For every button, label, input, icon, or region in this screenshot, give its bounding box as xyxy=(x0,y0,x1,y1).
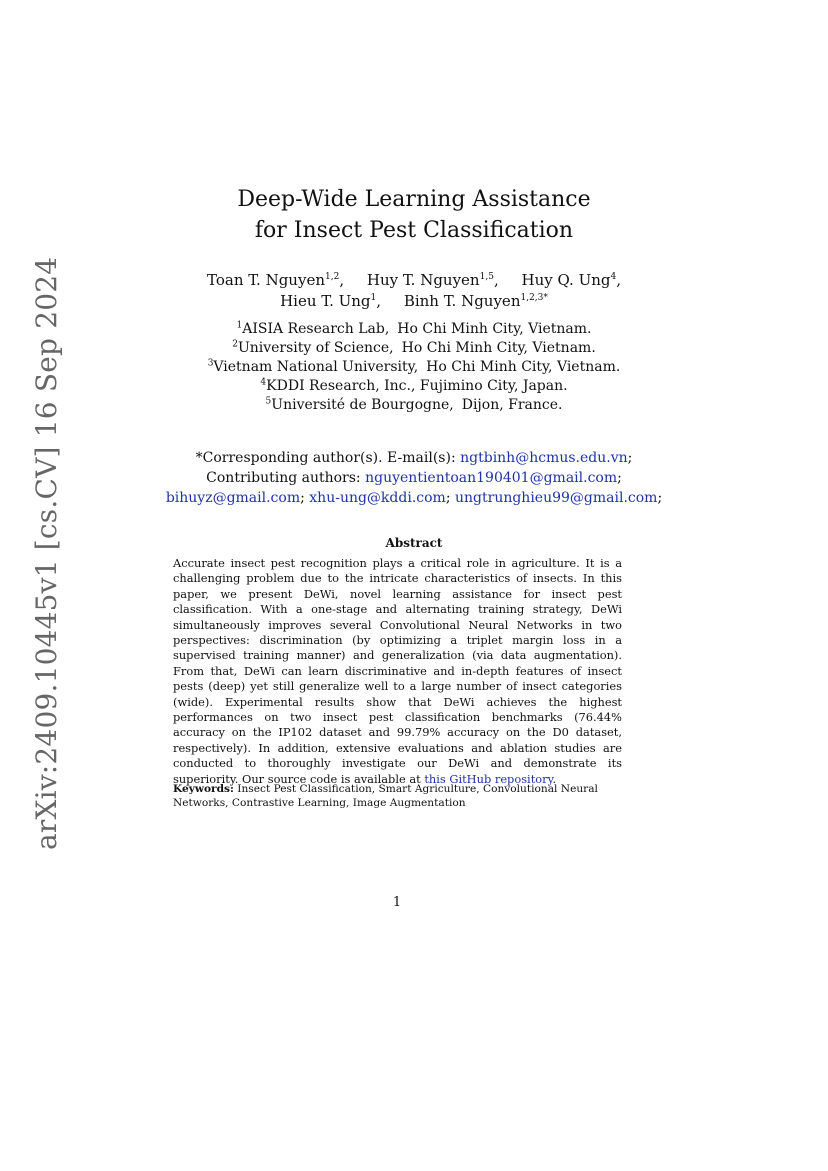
corresponding-author-line: *Corresponding author(s). E-mail(s): ngtbinh@hcmus.edu.vn; xyxy=(195,450,633,466)
affiliation-list xyxy=(0,320,828,415)
email-link[interactable]: ngtbinh@hcmus.edu.vn xyxy=(460,450,628,466)
abstract-body: Accurate insect pest recognition plays a critical role in agriculture. It is a challenging problem due to the intricate characteristics of insects. In this paper, we present DeWi, novel learning assistance for insect pest classification. With a one-stage and alternating training strategy, DeWi simultaneously improves several Convolutional Neural Networks in two perspectives: discrimination (by optimizing a triplet margin loss in a supervised training manner) and generalization (via data augmentation). From that, DeWi can learn discriminative and in-depth features of insect pests (deep) yet still generalize well to a large number of insect categories (wide). Experimental results show that DeWi achieves the highest performances on two insect pest classification benchmarks (76.44% accuracy on the IP102 dataset and 99.79% accuracy on the D0 dataset, respectively). In addition, extensive evaluations and ablation studies are conducted to thoroughly investigate our DeWi and demonstrate its superiority. Our source code is available at this GitHub repository. xyxy=(173,556,622,786)
title-line-1: Deep-Wide Learning Assistance xyxy=(237,187,591,212)
affiliation: $^5$Université de Bourgogne, Dijon, France. xyxy=(265,396,563,413)
affiliation: $^4$KDDI Research, Inc., Fujimino City, Japan. xyxy=(260,377,568,394)
author: Huy T. Nguyen$^{1,5}$, xyxy=(366,271,499,289)
paper-title xyxy=(0,184,828,246)
abstract-text: Accurate insect pest recognition plays a critical role in agriculture. It is a challenging problem due to the intricate characteristics of insects. In this paper, we present DeWi, novel learning assistance for insect pest classification. With a one-stage and alternating training strategy, DeWi simultaneously improves several Convolutional Neural Networks in two perspectives: discrimination (by optimizing a triplet margin loss in a supervised training manner) and generalization (via data augmentation). From that, DeWi can learn discriminative and in-depth features of insect pests (deep) yet still generalize well to a large number of insect categories (wide). Experimental results show that DeWi achieves the highest performances on two insect pest classification benchmarks (76.44% accuracy on the IP102 dataset and 99.79% accuracy on the D0 dataset, respectively). In addition, extensive evaluations and ablation studies are conducted to thoroughly investigate our DeWi and demonstrate its superiority. Our source code is available at xyxy=(173,556,622,786)
email-link[interactable]: xhu-ung@kddi.com xyxy=(309,490,446,506)
github-repository-link[interactable]: this GitHub repository xyxy=(424,771,553,786)
keywords-text: Insect Pest Classification, Smart Agriculture, Convolutional Neural Networks, Contrastive Learning, Image Augmentation xyxy=(173,783,598,809)
correspondence-block xyxy=(0,448,828,508)
abstract-heading: Abstract xyxy=(385,536,443,550)
affiliation: $^2$University of Science, Ho Chi Minh City, Vietnam. xyxy=(232,339,596,356)
arxiv-identifier: arXiv:2409.10445v1 [cs.CV] 16 Sep 2024 xyxy=(30,256,63,850)
author: Huy Q. Ung$^4$, xyxy=(521,271,621,289)
author-line-1 xyxy=(0,270,828,291)
author: Hieu T. Ung$^1$, xyxy=(280,292,382,310)
author-line-2 xyxy=(0,291,828,312)
email-link[interactable]: ungtrunghieu99@gmail.com xyxy=(455,490,658,506)
email-link[interactable]: nguyentientoan190401@gmail.com xyxy=(365,470,618,486)
affiliation: $^3$Vietnam National University, Ho Chi Minh City, Vietnam. xyxy=(207,358,621,375)
author: Toan T. Nguyen$^{1,2}$, xyxy=(207,271,345,289)
page-number: 1 xyxy=(392,895,402,910)
contributing-authors-line: Contributing authors: nguyentientoan190401@gmail.com; xyxy=(206,470,622,486)
author-list xyxy=(0,270,828,312)
title-line-2: for Insect Pest Classification xyxy=(254,218,574,243)
affiliation: $^1$AISIA Research Lab, Ho Chi Minh City, Vietnam. xyxy=(236,320,592,337)
email-link[interactable]: bihuyz@gmail.com xyxy=(165,490,301,506)
keywords xyxy=(173,782,622,810)
author: Binh T. Nguyen$^{1,2,3*}$ xyxy=(403,292,548,310)
keywords-label: Keywords: xyxy=(173,783,234,795)
contributing-emails-line: bihuyz@gmail.com; xhu-ung@kddi.com; ungtrunghieu99@gmail.com; xyxy=(165,490,663,506)
